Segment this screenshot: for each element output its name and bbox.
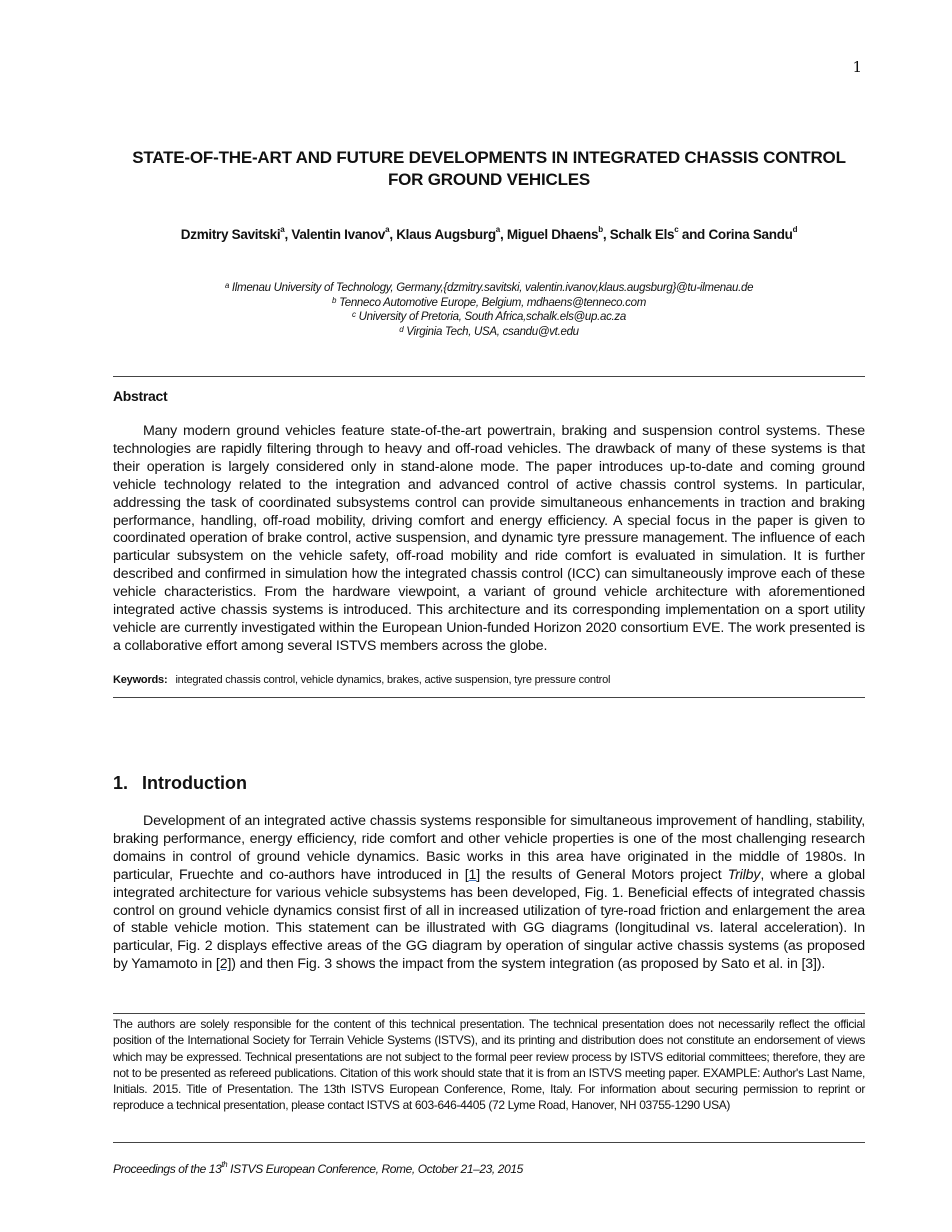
author-list: [100, 227, 878, 242]
page-number: 1: [852, 58, 862, 76]
abstract-heading: Abstract: [113, 388, 168, 404]
affiliations: [113, 281, 865, 339]
author: Corina Sandu$^d$: [708, 225, 798, 242]
citation-link[interactable]: [1]: [464, 866, 481, 883]
affiliation: $^b$ Tenneco Automotive Europe, Belgium, mdhaens@tenneco.com: [332, 295, 646, 309]
affiliation: $^d$ Virginia Tech, USA, csandu@vt.edu: [399, 324, 579, 338]
citation-link[interactable]: [2]: [215, 956, 232, 973]
keywords: Keywords: integrated chassis control, vehicle dynamics, brakes, active suspension, tyre pressure control: [113, 674, 611, 686]
author: Klaus Augsburg$^a$,: [396, 225, 507, 242]
section-heading: 1. Introduction: [113, 773, 247, 793]
author: Dzmitry Savitski$^a$,: [180, 225, 292, 242]
abstract-text: Many modern ground vehicles feature state-of-the-art powertrain, braking and suspension control systems. These technologies are rapidly filtering through to heavy and off-road vehicles. The drawback of many of these systems is that their operation is largely considered only in stand-alone mode. The paper introduces up-to-date and coming ground vehicle technology related to the integration and advanced control of active chassis control systems. In particular, addressing the task of coordinated subsystems control can provide simultaneous enhancements in traction and braking performance, handling, off-road mobility, driving comfort and energy efficiency. A special focus in the paper is given to coordinated operation of brake control, active suspension, and dynamic tyre pressure management. The influence of each particular subsystem on the vehicle safety, off-road mobility and ride comfort is evaluated in simulation. It is further described and confirmed in simulation how the integrated chassis control (ICC) can simultaneously improve each of these vehicle characteristics. From the hardware viewpoint, a variant of ground vehicle architecture with aforementioned integrated active chassis systems is introduced. This architecture and its corresponding implementation on a sport utility vehicle are currently investigated within the European Union-funded Horizon 2020 consortium EVE. The work presented is a collaborative effort among several ISTVS members across the globe.: [113, 423, 865, 654]
divider: [113, 1013, 865, 1014]
divider: [113, 1142, 865, 1143]
author: Miguel Dhaens$^b$,: [506, 225, 610, 242]
affiliation: $^c$ University of Pretoria, South Africa,schalk.els@up.ac.za: [352, 310, 626, 323]
divider: [113, 697, 865, 698]
disclaimer-footnote: The authors are solely responsible for the content of this technical presentation. The technical presentation does not necessarily reflect the official position of the International Society for Terrain Vehicle Systems (ISTVS), and its printing and distribution does not constitute an endorsement of views which may be expressed. Technical presentations are not subject to the formal peer review process by ISTVS editorial committees; therefore, they are not to be presented as refereed publications. Citation of this work should state that it is from an ISTVS meeting paper. EXAMPLE: Author's Last Name, Initials. 2015. Title of Presentation. The 13th ISTVS European Conference, Rome, Italy. For information about securing permission to reprint or reproduce a technical presentation, please contact ISTVS at 603-646-4405 (72 Lyme Road, Hanover, NH 03755-1290 USA): [113, 1017, 865, 1113]
paper-title: STATE-OF-THE-ART AND FUTURE DEVELOPMENTS IN INTEGRATED CHASSIS CONTROL FOR GROUND VEHICLES: [132, 148, 846, 189]
author: Schalk Els$^c$ and: [609, 225, 709, 242]
divider: [113, 376, 865, 377]
affiliation: $^a$ Ilmenau University of Technology, Germany,{dzmitry.savitski, valentin.ivanov,klaus.augsburg}@tu-ilmenau.de: [224, 281, 754, 294]
proceedings-footer: Proceedings of the 13th ISTVS European Conference, Rome, October 21–23, 2015: [113, 1160, 523, 1176]
author: Valentin Ivanov$^a$,: [291, 225, 397, 242]
intro-paragraph: Development of an integrated active chassis systems responsible for simultaneous improvement of handling, stability, braking performance, energy efficiency, ride comfort and other vehicle properties is one of the most challenging research domains in control of ground vehicle dynamics. Basic works in this area have originated in the middle of 1980s. In particular, Fruechte and co-authors have introduced in [1] the results of General Motors project Trilby, where a global integrated architecture for various vehicle subsystems has been developed, Fig. 1. Beneficial effects of integrated chassis control on ground vehicle dynamics consist first of all in increased utilization of tyre-road friction and enlargement the area of stable vehicle motion. This statement can be illustrated with GG diagrams (longitudinal vs. lateral acceleration). In particular, Fig. 2 displays effective areas of the GG diagram by operation of singular active chassis systems (as proposed by Yamamoto in [2]) and then Fig. 3 shows the impact from the system integration (as proposed by Sato et al. in [3]).: [113, 813, 866, 973]
